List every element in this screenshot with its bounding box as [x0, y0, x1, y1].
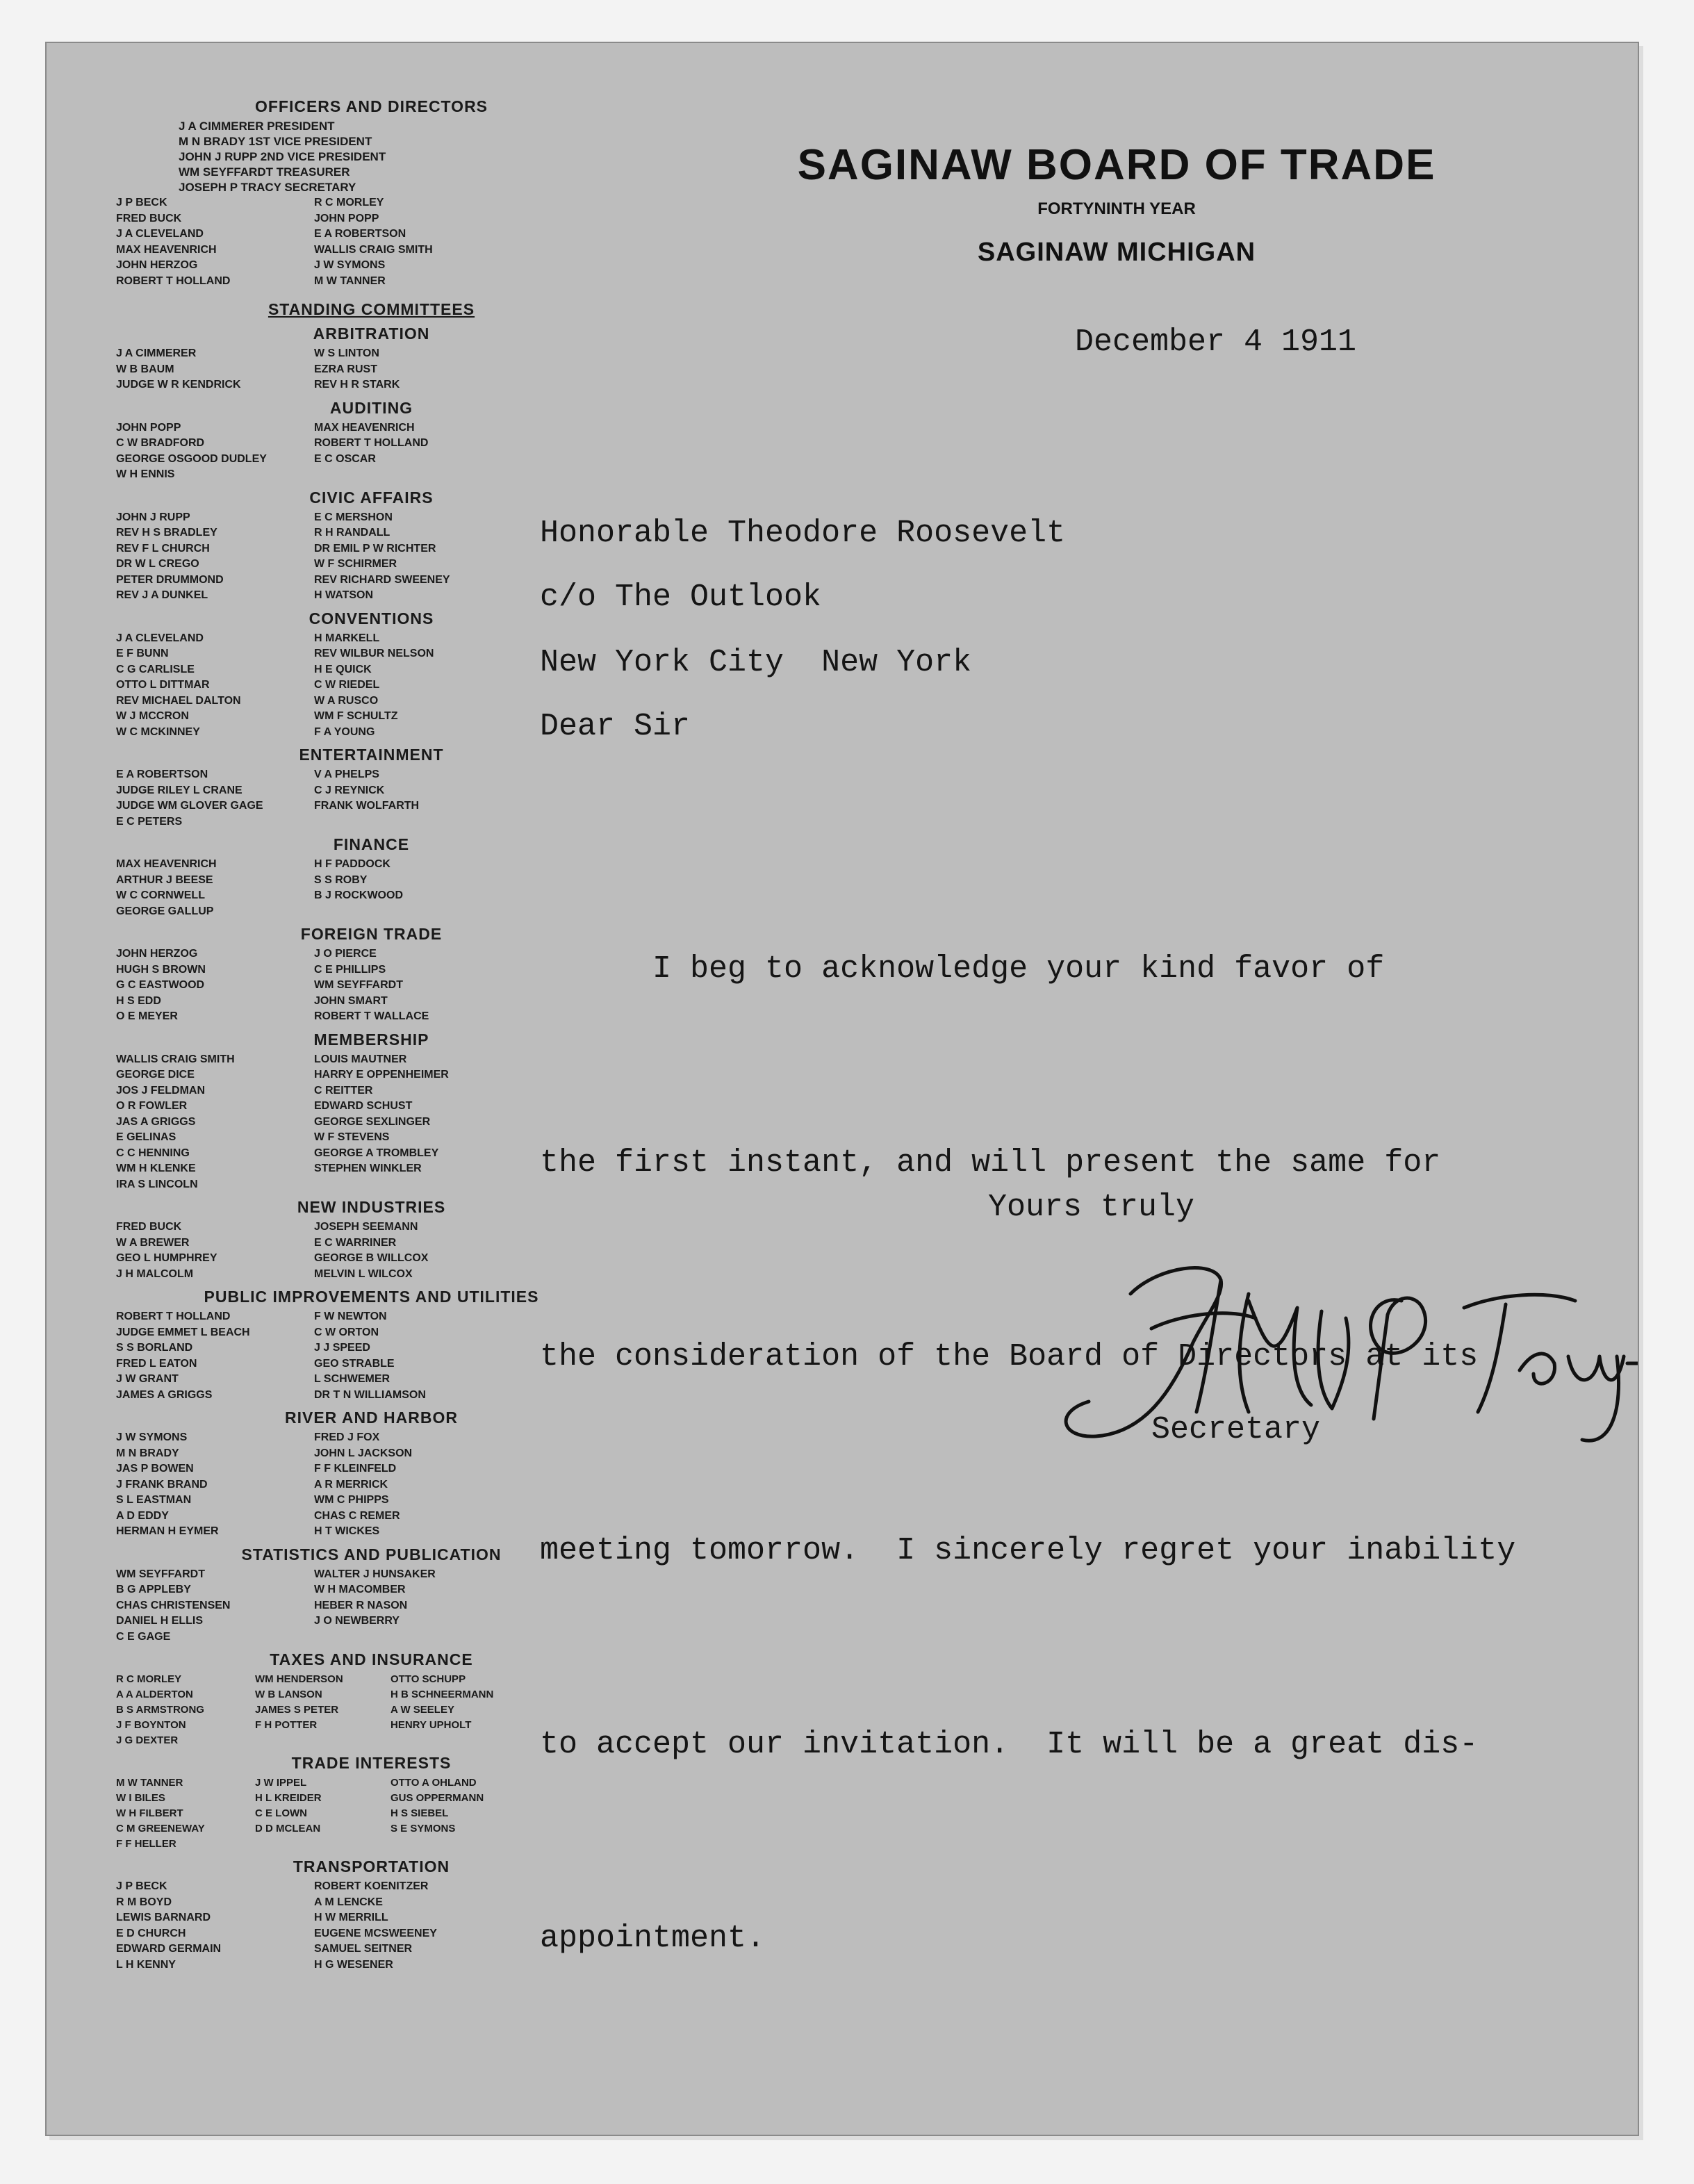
signer-title: Secretary	[1151, 1412, 1321, 1447]
member-name: W S LINTON	[314, 347, 379, 359]
member-name: D D MCLEAN	[255, 1823, 321, 1834]
member-name: WM SEYFFARDT	[116, 1568, 205, 1580]
member-name: W C MCKINNEY	[116, 725, 200, 738]
member-name: DR EMIL P W RICHTER	[314, 542, 436, 555]
officer-line: WM SEYFFARDT TREASURER	[179, 165, 350, 179]
member-name: OTTO SCHUPP	[390, 1673, 466, 1685]
member-name: HUGH S BROWN	[116, 963, 206, 976]
member-name: GEORGE A TROMBLEY	[314, 1147, 439, 1159]
member-name: W A BREWER	[116, 1236, 190, 1249]
officer-line: JOHN J RUPP 2ND VICE PRESIDENT	[179, 150, 386, 163]
body-line: the consideration of the Board of Directors at its	[540, 1339, 1479, 1374]
committee-heading: TRADE INTERESTS	[291, 1754, 452, 1772]
member-name: JAMES A GRIGGS	[116, 1388, 213, 1401]
member-name: J W SYMONS	[116, 1431, 188, 1443]
member-name: L SCHWEMER	[314, 1373, 390, 1385]
director-name: R C MORLEY	[314, 197, 384, 208]
directors-list	[113, 195, 630, 289]
director-name: E A ROBERTSON	[314, 228, 406, 240]
member-name: C C HENNING	[116, 1147, 190, 1159]
member-name: JUDGE EMMET L BEACH	[116, 1326, 250, 1338]
member-name: W B LANSON	[255, 1689, 322, 1700]
member-name: LEWIS BARNARD	[116, 1912, 211, 1923]
member-name: W F STEVENS	[314, 1131, 390, 1143]
member-name: H F PADDOCK	[314, 858, 390, 870]
member-name: EDWARD SCHUST	[314, 1100, 413, 1112]
member-name: REV H R STARK	[314, 379, 400, 391]
member-name: C E PHILLIPS	[314, 963, 386, 976]
member-name	[255, 1733, 390, 1748]
member-name: GEO L HUMPHREY	[116, 1252, 217, 1264]
member-name: LOUIS MAUTNER	[314, 1053, 407, 1065]
officer-line: M N BRADY 1ST VICE PRESIDENT	[179, 135, 372, 148]
committee-heading: ARBITRATION	[313, 325, 430, 343]
director-name: MAX HEAVENRICH	[116, 243, 217, 256]
member-name	[314, 814, 543, 830]
member-name: JOS J FELDMAN	[116, 1084, 206, 1097]
member-name: H B SCHNEERMANN	[390, 1689, 494, 1700]
member-name: B J ROCKWOOD	[314, 889, 403, 901]
member-name: C W ORTON	[314, 1326, 379, 1338]
member-name: C E GAGE	[116, 1630, 171, 1643]
member-name: REV F L CHURCH	[116, 542, 210, 555]
member-name: J H MALCOLM	[116, 1267, 194, 1280]
member-name: C W BRADFORD	[116, 437, 205, 449]
member-name: R M BOYD	[116, 1896, 172, 1908]
member-name: GEORGE GALLUP	[116, 905, 214, 917]
member-name: GEORGE DICE	[116, 1069, 195, 1081]
member-name: E D CHURCH	[116, 1927, 186, 1939]
member-name: A A ALDERTON	[116, 1689, 193, 1700]
member-name: W H MACOMBER	[314, 1584, 406, 1595]
member-name: ROBERT T HOLLAND	[314, 437, 429, 449]
member-name: JAS P BOWEN	[116, 1463, 194, 1475]
director-name: M W TANNER	[314, 274, 386, 287]
member-name: H S SIEBEL	[390, 1807, 449, 1819]
member-name: JOHN J RUPP	[116, 511, 190, 523]
member-name: DANIEL H ELLIS	[116, 1615, 204, 1627]
member-name	[314, 904, 543, 920]
member-name: J O NEWBERRY	[314, 1615, 400, 1627]
committee-members	[113, 420, 630, 483]
member-name	[314, 1629, 543, 1645]
committee-heading: FOREIGN TRADE	[300, 925, 443, 943]
member-name: E C OSCAR	[314, 452, 376, 465]
member-name: J W IPPEL	[255, 1777, 307, 1789]
member-name: J A CIMMERER	[116, 347, 197, 359]
letterhead-title: SAGINAW BOARD OF TRADE	[797, 141, 1436, 189]
member-name: WALTER J HUNSAKER	[314, 1568, 436, 1580]
member-name: REV MICHAEL DALTON	[116, 694, 241, 707]
member-name: DR W L CREGO	[116, 558, 199, 570]
letterhead-year: FORTYNINTH YEAR	[1037, 199, 1196, 218]
body-line: I beg to acknowledge your kind favor of	[540, 951, 1385, 987]
member-name: J W GRANT	[116, 1373, 179, 1385]
member-name: ROBERT T HOLLAND	[116, 1311, 231, 1322]
member-name: C J REYNICK	[314, 784, 385, 796]
director-name: JOHN HERZOG	[116, 259, 198, 271]
member-name: H WATSON	[314, 589, 374, 601]
member-name: EDWARD GERMAIN	[116, 1943, 222, 1955]
member-name: C M GREENEWAY	[116, 1823, 205, 1834]
letter-date: December 4 1911	[1075, 325, 1357, 360]
member-name: J P BECK	[116, 1880, 167, 1892]
officer-line: JOSEPH P TRACY SECRETARY	[179, 181, 356, 194]
member-name: WALLIS CRAIG SMITH	[116, 1053, 235, 1065]
committee-heading: CONVENTIONS	[309, 609, 434, 627]
member-name: JOHN HERZOG	[116, 948, 198, 960]
member-name: REV H S BRADLEY	[116, 527, 217, 539]
member-name: R H RANDALL	[314, 527, 390, 539]
member-name: WM F SCHULTZ	[314, 710, 398, 722]
member-name: GEO STRABLE	[314, 1357, 395, 1370]
member-name: FRED L EATON	[116, 1357, 197, 1370]
body-line: appointment.	[540, 1921, 766, 1956]
address-line-2: c/o The Outlook	[540, 580, 822, 615]
member-name: W J MCCRON	[116, 710, 189, 722]
member-name: JOHN SMART	[314, 994, 388, 1007]
member-name: W I BILES	[116, 1792, 165, 1804]
member-name: GEORGE B WILLCOX	[314, 1252, 429, 1264]
member-name: E A ROBERTSON	[116, 769, 208, 780]
member-name: JUDGE W R KENDRICK	[116, 379, 241, 391]
member-name: REV WILBUR NELSON	[314, 648, 434, 659]
salutation: Dear Sir	[540, 709, 691, 744]
officer-line: J A CIMMERER PRESIDENT	[179, 120, 335, 133]
member-name: V A PHELPS	[314, 769, 379, 780]
member-name: G C EASTWOOD	[116, 979, 205, 991]
member-name: REV J A DUNKEL	[116, 589, 208, 601]
body-line: to accept our invitation. It will be a great dis-	[540, 1727, 1479, 1762]
member-name: EUGENE MCSWEENEY	[314, 1927, 437, 1939]
director-name: J P BECK	[116, 197, 167, 208]
member-name: J FRANK BRAND	[116, 1478, 208, 1491]
member-name: JUDGE WM GLOVER GAGE	[116, 800, 263, 812]
director-name: ROBERT T HOLLAND	[116, 274, 231, 287]
committee-heading: ENTERTAINMENT	[299, 746, 444, 764]
member-name: ROBERT T WALLACE	[314, 1010, 429, 1022]
committee-heading: PUBLIC IMPROVEMENTS AND UTILITIES	[204, 1288, 539, 1306]
member-name: C E LOWN	[255, 1807, 307, 1819]
member-name: REV RICHARD SWEENEY	[314, 573, 450, 586]
member-name: CHAS C REMER	[314, 1509, 400, 1522]
member-name: F F KLEINFELD	[314, 1463, 397, 1475]
director-name: FRED BUCK	[116, 212, 182, 224]
member-name: OTTO L DITTMAR	[116, 679, 210, 691]
member-name: A R MERRICK	[314, 1478, 388, 1491]
member-name: C G CARLISLE	[116, 663, 195, 675]
member-name: O R FOWLER	[116, 1100, 188, 1112]
member-name: W F SCHIRMER	[314, 558, 397, 570]
member-name	[314, 1177, 543, 1193]
member-name: MAX HEAVENRICH	[116, 858, 217, 870]
member-name: H E QUICK	[314, 663, 372, 675]
member-name: B S ARMSTRONG	[116, 1704, 204, 1716]
director-name: WALLIS CRAIG SMITH	[314, 243, 433, 256]
member-name: H MARKELL	[314, 632, 380, 644]
committee-heading: TAXES AND INSURANCE	[270, 1650, 473, 1668]
committee-heading: RIVER AND HARBOR	[285, 1409, 458, 1427]
member-name: A D EDDY	[116, 1509, 169, 1522]
member-name	[255, 1837, 390, 1852]
member-name: H S EDD	[116, 994, 161, 1007]
member-name: B G APPLEBY	[116, 1584, 191, 1595]
member-name: SAMUEL SEITNER	[314, 1943, 413, 1955]
member-name: E C WARRINER	[314, 1236, 397, 1249]
member-name: A M LENCKE	[314, 1896, 383, 1908]
member-name: S E SYMONS	[390, 1823, 456, 1834]
member-name: IRA S LINCOLN	[116, 1178, 198, 1190]
committee-heading: AUDITING	[329, 398, 413, 417]
member-name: E C PETERS	[116, 815, 183, 828]
member-name: W C CORNWELL	[116, 889, 205, 901]
member-name: FRANK WOLFARTH	[314, 800, 420, 812]
member-name: R C MORLEY	[116, 1673, 182, 1685]
member-name: JOHN L JACKSON	[314, 1447, 413, 1459]
address-line-1: Honorable Theodore Roosevelt	[540, 516, 1066, 551]
closing: Yours truly	[988, 1190, 1195, 1225]
member-name: HARRY E OPPENHEIMER	[314, 1069, 449, 1081]
member-name: H T WICKES	[314, 1525, 380, 1537]
member-name: MAX HEAVENRICH	[314, 421, 415, 434]
member-name: GUS OPPERMANN	[390, 1792, 484, 1804]
member-name: E C MERSHON	[314, 511, 393, 523]
member-name: S L EASTMAN	[116, 1494, 192, 1506]
member-name: JOHN POPP	[116, 421, 181, 434]
member-name: S S ROBY	[314, 873, 368, 886]
member-name: DR T N WILLIAMSON	[314, 1388, 426, 1401]
member-name: A W SEELEY	[390, 1704, 454, 1716]
member-name: JOSEPH SEEMANN	[314, 1221, 418, 1233]
member-name: FRED BUCK	[116, 1221, 182, 1233]
member-name: GEORGE OSGOOD DUDLEY	[116, 452, 267, 465]
member-name: GEORGE SEXLINGER	[314, 1115, 431, 1128]
director-name: J A CLEVELAND	[116, 228, 204, 240]
committee-members	[113, 346, 630, 393]
member-name: S S BORLAND	[116, 1342, 193, 1354]
member-name: JUDGE RILEY L CRANE	[116, 784, 242, 796]
member-name: H W MERRILL	[314, 1912, 388, 1923]
member-name: E F BUNN	[116, 648, 169, 659]
member-name: HENRY UPHOLT	[390, 1719, 472, 1731]
member-name: STEPHEN WINKLER	[314, 1163, 422, 1174]
member-name: W B BAUM	[116, 363, 174, 375]
director-name: J W SYMONS	[314, 259, 386, 271]
member-name: W H ENNIS	[116, 468, 175, 480]
body-line: meeting tomorrow. I sincerely regret your inability	[540, 1533, 1516, 1568]
committees-heading: STANDING COMMITTEES	[268, 300, 475, 318]
member-name: H L KREIDER	[255, 1792, 322, 1804]
member-name: EZRA RUST	[314, 363, 377, 375]
committee-heading: TRANSPORTATION	[293, 1857, 450, 1875]
member-name: C W RIEDEL	[314, 679, 380, 691]
member-name: PETER DRUMMOND	[116, 573, 224, 586]
member-name	[314, 467, 543, 483]
officers-heading: OFFICERS AND DIRECTORS	[254, 97, 488, 115]
handwritten-signature	[1047, 1252, 1639, 1454]
member-name: L H KENNY	[116, 1958, 176, 1971]
member-name: J J SPEED	[314, 1342, 370, 1354]
member-name: CHAS CHRISTENSEN	[116, 1599, 231, 1611]
committee-heading: CIVIC AFFAIRS	[309, 488, 434, 507]
member-name: JAMES S PETER	[255, 1704, 339, 1716]
member-name: JAS A GRIGGS	[116, 1115, 196, 1128]
member-name: M W TANNER	[116, 1777, 183, 1789]
member-name: M N BRADY	[116, 1447, 179, 1459]
member-name: WM C PHIPPS	[314, 1494, 389, 1506]
member-name: HERMAN H EYMER	[116, 1525, 219, 1537]
member-name: W A RUSCO	[314, 694, 379, 707]
letterhead-city: SAGINAW MICHIGAN	[977, 238, 1256, 267]
member-name: HEBER R NASON	[314, 1599, 408, 1611]
member-name: E GELINAS	[116, 1131, 176, 1143]
member-name: J F BOYNTON	[116, 1719, 186, 1731]
member-name: WM H KLENKE	[116, 1163, 196, 1174]
committee-heading: MEMBERSHIP	[313, 1030, 429, 1049]
member-name: H G WESENER	[314, 1958, 393, 1971]
letter-sheet	[45, 42, 1639, 2136]
address-line-3: New York City New York	[540, 645, 972, 680]
member-name: W H FILBERT	[116, 1807, 183, 1819]
member-name: J A CLEVELAND	[116, 632, 204, 644]
member-name: J G DEXTER	[116, 1734, 179, 1746]
committee-heading: NEW INDUSTRIES	[297, 1198, 446, 1216]
member-name: MELVIN L WILCOX	[314, 1267, 413, 1280]
member-name: WM SEYFFARDT	[314, 979, 403, 991]
member-name: ARTHUR J BEESE	[116, 873, 213, 886]
committee-heading: FINANCE	[333, 835, 410, 853]
body-line: the first instant, and will present the same for	[540, 1145, 1441, 1181]
member-name: F F HELLER	[116, 1838, 176, 1850]
member-name: F A YOUNG	[314, 725, 375, 738]
member-name: C REITTER	[314, 1084, 373, 1097]
member-name: OTTO A OHLAND	[390, 1777, 477, 1789]
member-name: ROBERT KOENITZER	[314, 1880, 429, 1892]
member-name: WM HENDERSON	[255, 1673, 343, 1685]
member-name: F W NEWTON	[314, 1311, 387, 1322]
letter-body	[540, 807, 1515, 2100]
committee-heading: STATISTICS AND PUBLICATION	[241, 1545, 502, 1563]
member-name: J O PIERCE	[314, 948, 377, 960]
member-name: O E MEYER	[116, 1010, 178, 1022]
member-name: FRED J FOX	[314, 1431, 380, 1443]
member-name: F H POTTER	[255, 1719, 318, 1731]
director-name: JOHN POPP	[314, 212, 379, 224]
